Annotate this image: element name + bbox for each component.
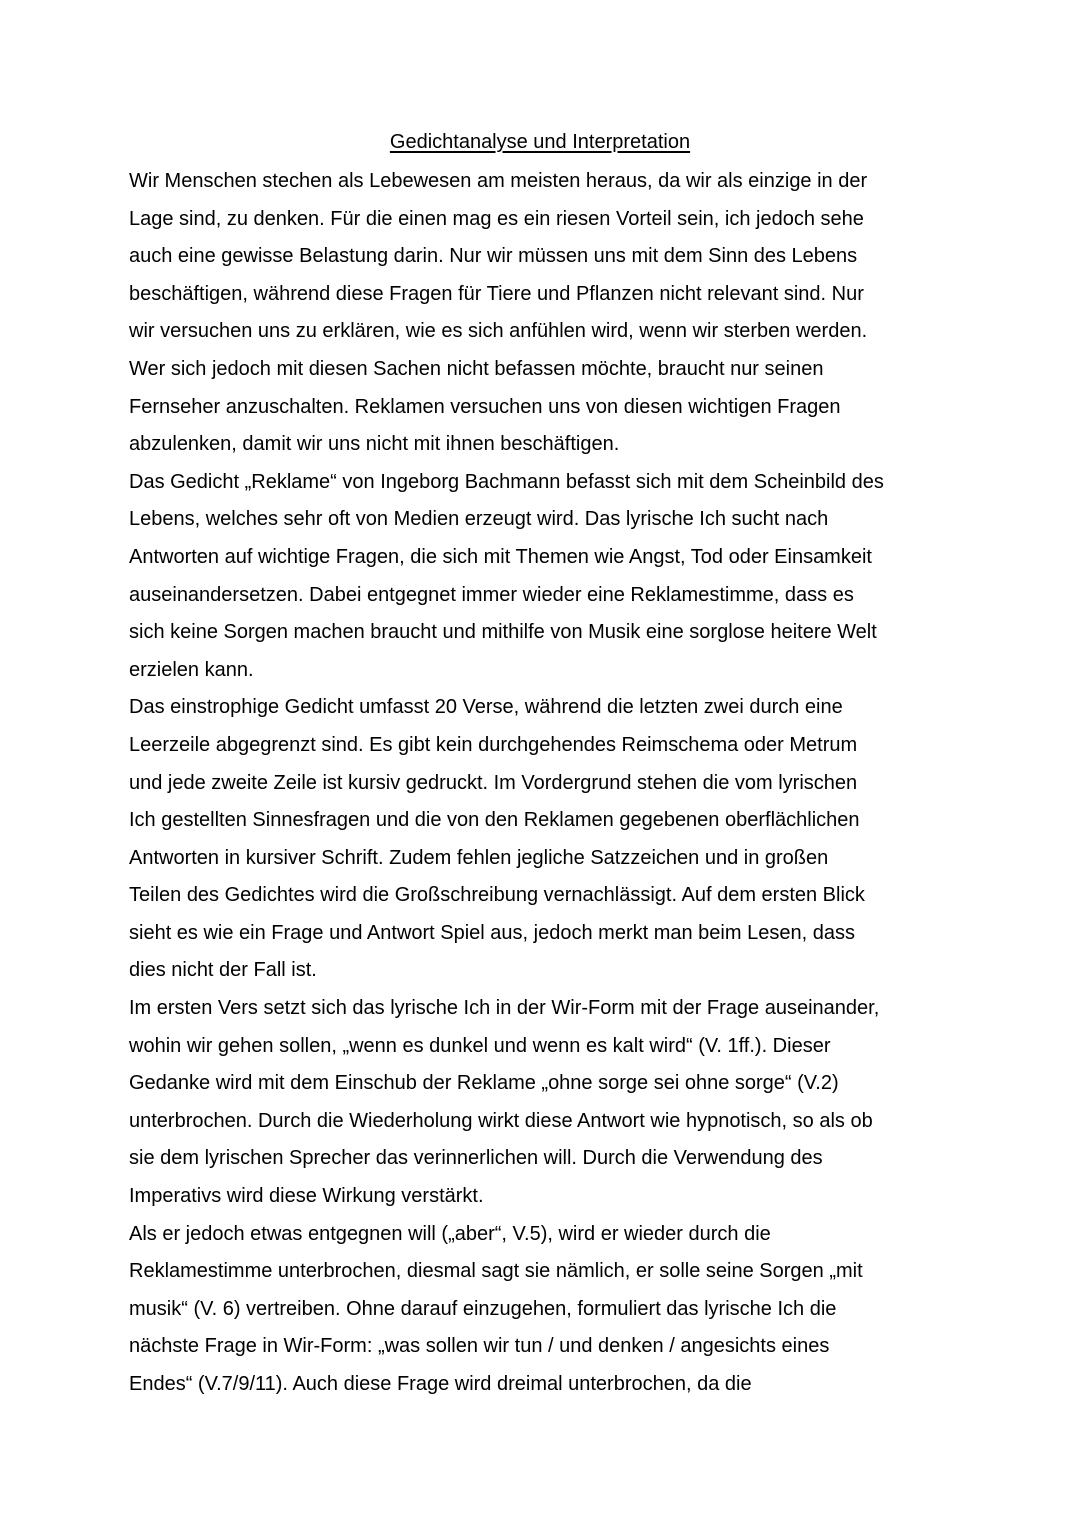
document-body [129,163,979,1404]
text-line: Im ersten Vers setzt sich das lyrische Ich in der Wir-Form mit der Frage auseinander, [129,997,880,1020]
text-line: Reklamestimme unterbrochen, diesmal sagt sie nämlich, er solle seine Sorgen „mit [129,1260,863,1283]
text-line: erzielen kann. [129,658,254,681]
text-line: Als er jedoch etwas entgegnen will („aber“, V.5), wird er wieder durch die [129,1222,771,1245]
document-title: Gedichtanalyse und Interpretation [389,131,691,153]
text-line: unterbrochen. Durch die Wiederholung wirkt diese Antwort wie hypnotisch, so als ob [129,1109,873,1132]
text-line: sieht es wie ein Frage und Antwort Spiel aus, jedoch merkt man beim Lesen, dass [129,921,855,944]
text-line: wohin wir gehen sollen, „wenn es dunkel und wenn es kalt wird“ (V. 1ff.). Dieser [129,1034,831,1057]
text-line: Gedanke wird mit dem Einschub der Reklame „ohne sorge sei ohne sorge“ (V.2) [129,1072,839,1095]
text-line: Antworten auf wichtige Fragen, die sich mit Themen wie Angst, Tod oder Einsamkeit [129,545,872,568]
text-line: beschäftigen, während diese Fragen für Tiere und Pflanzen nicht relevant sind. Nur [129,282,864,305]
text-line: nächste Frage in Wir-Form: „was sollen wir tun / und denken / angesichts eines [129,1335,830,1358]
text-line: Leerzeile abgegrenzt sind. Es gibt kein durchgehendes Reimschema oder Metrum [129,733,858,756]
text-line: dies nicht der Fall ist. [129,959,317,982]
text-line: sie dem lyrischen Sprecher das verinnerlichen will. Durch die Verwendung des [129,1147,823,1170]
text-line: auch eine gewisse Belastung darin. Nur wir müssen uns mit dem Sinn des Lebens [129,245,858,268]
text-line: Lebens, welches sehr oft von Medien erzeugt wird. Das lyrische Ich sucht nach [129,508,829,531]
text-line: auseinandersetzen. Dabei entgegnet immer wieder eine Reklamestimme, dass es [129,583,854,606]
text-line: Teilen des Gedichtes wird die Großschreibung vernachlässigt. Auf dem ersten Blick [129,884,865,907]
text-line: Lage sind, zu denken. Für die einen mag es ein riesen Vorteil sein, ich jedoch sehe [129,207,864,230]
text-line: Imperativs wird diese Wirkung verstärkt. [129,1185,484,1208]
text-line: Ich gestellten Sinnesfragen und die von den Reklamen gegebenen oberflächlichen [129,809,860,832]
text-line: musik“ (V. 6) vertreiben. Ohne darauf einzugehen, formuliert das lyrische Ich die [129,1297,837,1320]
text-line: wir versuchen uns zu erklären, wie es sich anfühlen wird, wenn wir sterben werden. [129,320,868,343]
text-line: abzulenken, damit wir uns nicht mit ihnen beschäftigen. [129,433,620,456]
text-line: Wer sich jedoch mit diesen Sachen nicht befassen möchte, braucht nur seinen [129,357,824,380]
text-line: sich keine Sorgen machen braucht und mithilfe von Musik eine sorglose heitere Welt [129,621,877,644]
text-line: und jede zweite Zeile ist kursiv gedruckt. Im Vordergrund stehen die vom lyrischen [129,771,858,794]
text-line: Wir Menschen stechen als Lebewesen am meisten heraus, da wir als einzige in der [129,170,868,192]
text-line: Fernseher anzuschalten. Reklamen versuchen uns von diesen wichtigen Fragen [129,395,841,418]
text-line: Endes“ (V.7/9/11). Auch diese Frage wird dreimal unterbrochen, da die [129,1373,752,1395]
text-line: Antworten in kursiver Schrift. Zudem fehlen jegliche Satzzeichen und in großen [129,846,829,869]
text-line: Das Gedicht „Reklame“ von Ingeborg Bachmann befasst sich mit dem Scheinbild des [129,470,884,493]
text-line: Das einstrophige Gedicht umfasst 20 Verse, während die letzten zwei durch eine [129,696,843,719]
